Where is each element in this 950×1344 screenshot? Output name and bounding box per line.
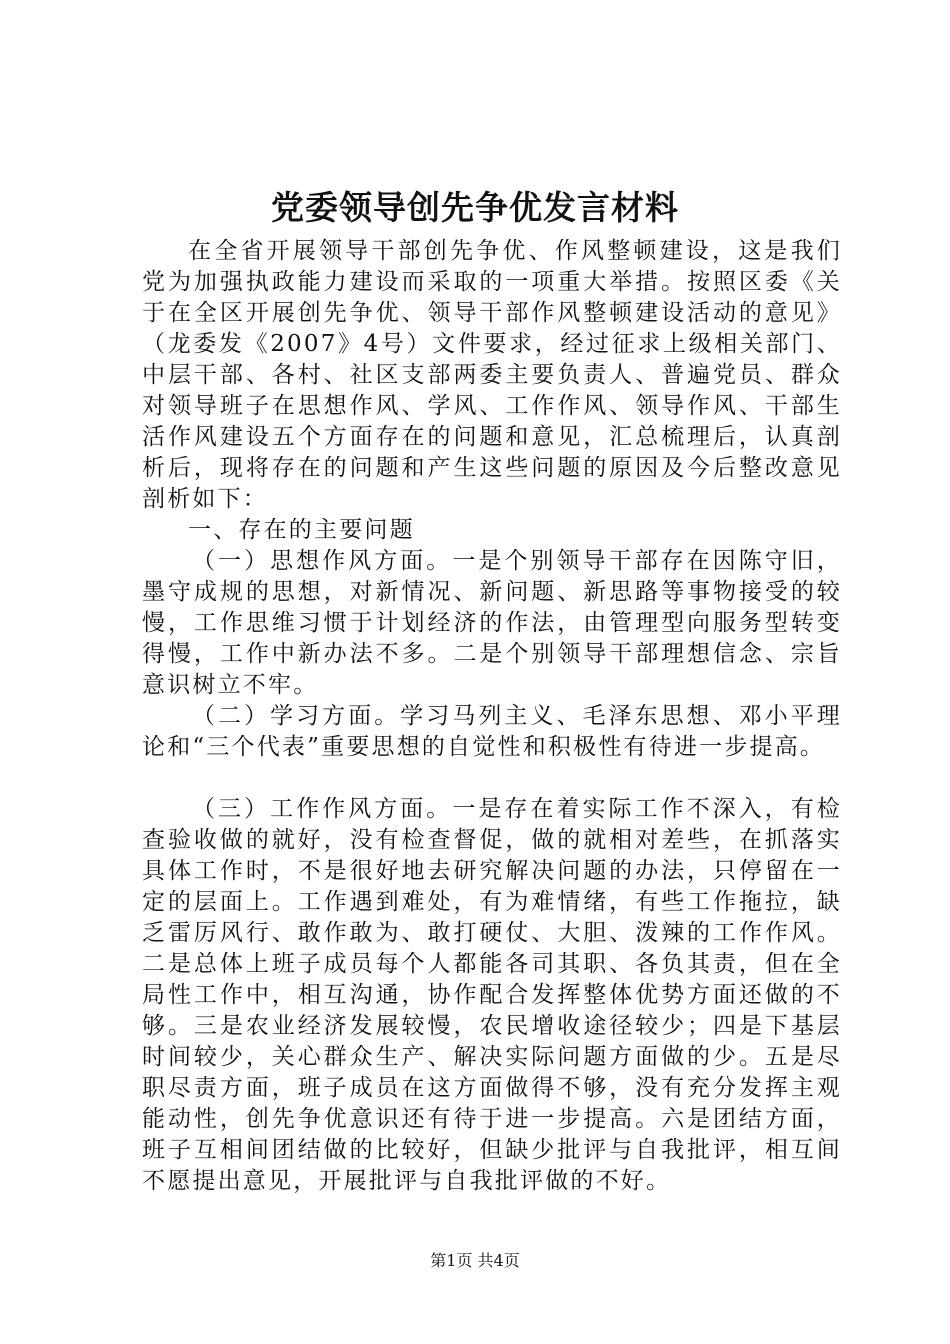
section-heading: 一、存在的主要问题: [188, 517, 415, 543]
paragraph-study: （二）学习方面。学习马列主义、毛泽东思想、邓小平理论和“三个代表”重要思想的自觉性和积极性有待进一步提高。: [142, 703, 842, 760]
document-title: 党委领导创先争优发言材料: [271, 188, 679, 227]
paragraph-spacer: [142, 763, 842, 794]
document-body: [142, 236, 842, 1197]
paragraph-thinking-style: （一）思想作风方面。一是个别领导干部存在因陈守旧，墨守成规的思想，对新情况、新问题、新思路等事物接受的较慢，工作思维习惯于计划经济的作法，由管理型向服务型转变得慢，工作中新办法不多。二是个别领导干部理想信念、宗旨意识树立不牢。: [142, 548, 842, 698]
paragraph-intro: 在全省开展领导干部创先争优、作风整顿建设，这是我们党为加强执政能力建设而采取的一项重大举措。按照区委《关于在全区开展创先争优、领导干部作风整顿建设活动的意见》（龙委发《2007》4号）文件要求，经过征求上级相关部门、中层干部、各村、社区支部两委主要负责人、普遍党员、群众对领导班子在思想作风、学风、工作作风、领导作风、干部生活作风建设五个方面存在的问题和意见，汇总梳理后，认真剖析后，现将存在的问题和产生这些问题的原因及今后整改意见剖析如下：: [142, 238, 842, 512]
page-number-footer: 第1页 共4页: [430, 1251, 520, 1270]
paragraph-work-style: （三）工作作风方面。一是存在着实际工作不深入，有检查验收做的就好，没有检查督促，做的就相对差些，在抓落实具体工作时，不是很好地去研究解决问题的办法，只停留在一定的层面上。工作遇到难处，有为难情绪，有些工作拖拉，缺乏雷厉风行、敢作敢为、敢打硬仗、大胆、泼辣的工作作风。二是总体上班子成员每个人都能各司其职、各负其责，但在全局性工作中，相互沟通，协作配合发挥整体优势方面还做的不够。三是农业经济发展较慢，农民增收途径较少；四是下基层时间较少，关心群众生产、解决实际问题方面做的少。五是尽职尽责方面，班子成员在这方面做得不够，没有充分发挥主观能动性，创先争优意识还有待于进一步提高。六是团结方面，班子互相间团结做的比较好，但缺少批评与自我批评，相互间不愿提出意见，开展批评与自我批评做的不好。: [142, 796, 842, 1194]
